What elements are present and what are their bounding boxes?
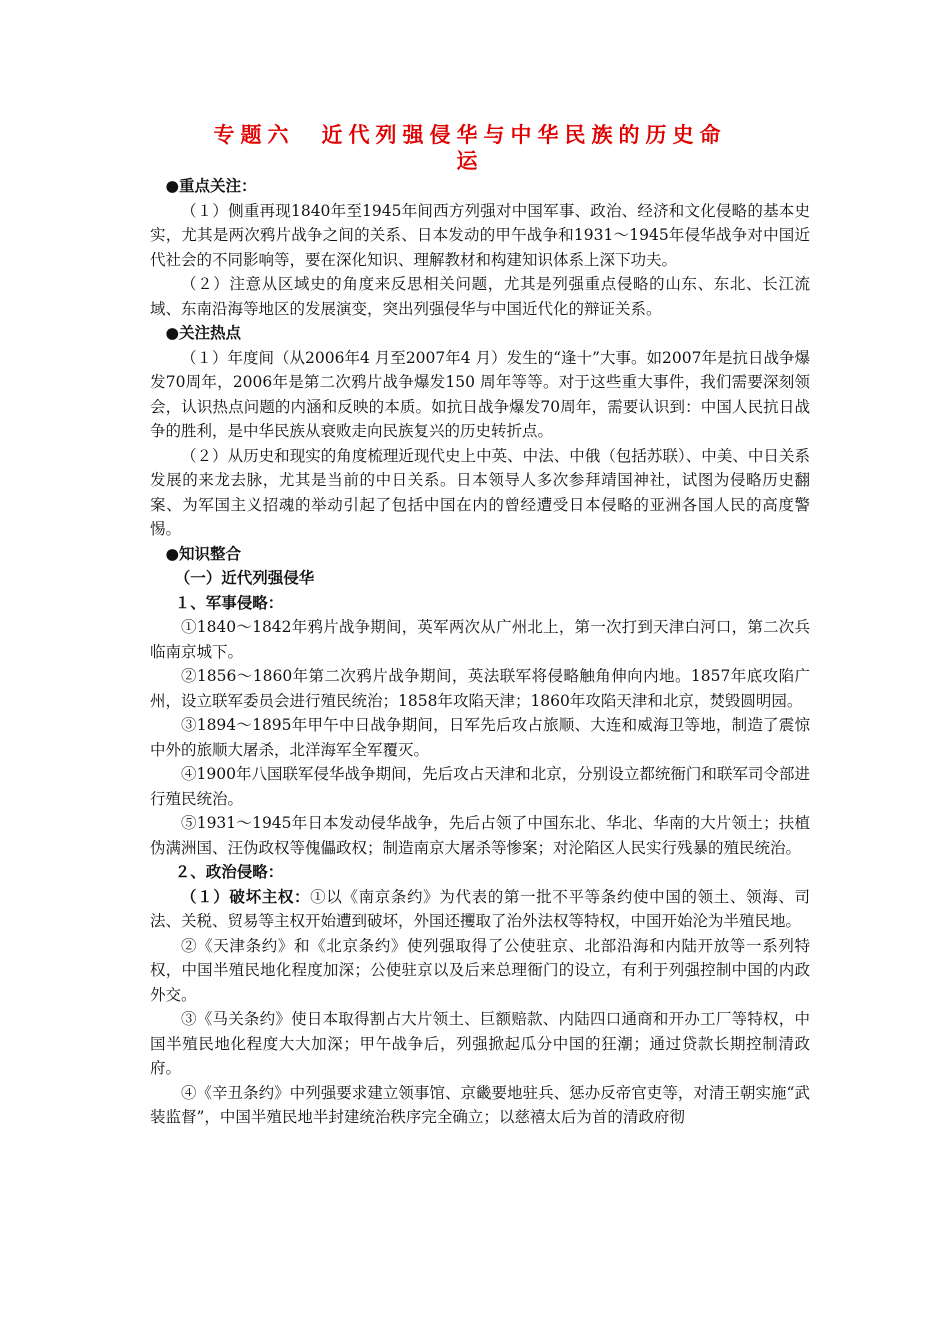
subsection-heading-military: １、军事侵略： (174, 592, 284, 612)
paragraph: ④《辛丑条约》中列强要求建立领事馆、京畿要地驻兵、惩办反帝官吏等，对清王朝实施“武装监督”，中国半殖民地半封建统治秩序完全确立；以慈禧太后为首的清政府彻 (150, 1083, 810, 1126)
document-body (150, 174, 810, 1130)
section-heading-focus: ●重点关注： (165, 176, 257, 195)
paragraph: ③《马关条约》使日本取得割占大片领土、巨额赔款、内陆四口通商和开办工厂等特权，中国半殖民地化程度大大加深；甲午战争后，列强掀起瓜分中国的狂潮；通过贷款长期控制清政府。 (150, 1010, 810, 1077)
paragraph: ②《天津条约》和《北京条约》使列强取得了公使驻京、北部沿海和内陆开放等一系列特权，中国半殖民地化程度加深；公使驻京以及后来总理衙门的设立，有利于列强控制中国的内政外交。 (150, 936, 810, 1004)
section-heading-hotspots: ●关注热点 (165, 323, 242, 342)
paragraph: ④1900年八国联军侵华战争期间，先后攻占天津和北京，分别设立都统衙门和联军司令部进行殖民统治。 (150, 765, 810, 808)
title-line-1: 专题六 近代列强侵华与中华民族的历史命 (213, 122, 727, 147)
title-line-2: 运 (456, 148, 484, 173)
paragraph: ①1840～1842年鸦片战争期间，英军两次从广州北上，第一次打到天津白河口，第二次兵临南京城下。 (150, 618, 810, 661)
paragraph: ②1856～1860年第二次鸦片战争期间，英法联军将侵略触角伸向内地。1857年底攻陷广州，设立联军委员会进行殖民统治；1858年攻陷天津；1860年攻陷天津和北京，焚毁圆明园。 (150, 667, 810, 710)
paragraph: （２）从历史和现实的角度梳理近现代史上中英、中法、中俄（包括苏联）、中美、中日关系发展的来龙去脉，尤其是当前的中日关系。日本领导人多次参拜靖国神社，试图为侵略历史翻案、为军国主义招魂的举动引起了包括中国在内的曾经遭受日本侵略的亚洲各国人民的高度警惕。 (150, 446, 810, 538)
section-heading-knowledge: ●知识整合 (165, 543, 242, 563)
document-title (150, 122, 790, 174)
paragraph: ⑤1931～1945年日本发动侵华战争，先后占领了中国东北、华北、华南的大片领土；扶植伪满洲国、汪伪政权等傀儡政权；制造南京大屠杀等惨案；对沦陷区人民实行残暴的殖民统治。 (150, 814, 810, 857)
subsection-heading: （一）近代列强侵华 (174, 568, 315, 587)
paragraph: （１）侧重再现1840年至1945年间西方列强对中国军事、政治、经济和文化侵略的基本史实，尤其是两次鸦片战争之间的关系、日本发动的甲午战争和1931～1945年侵华战争对中国近代社会的不同影响等，要在深化知识、理解教材和构建知识体系上深下功夫。 (150, 201, 810, 269)
subsection-heading-political: ２、政治侵略： (174, 862, 284, 881)
paragraph: ③1894～1895年甲午中日战争期间，日军先后攻占旅顺、大连和威海卫等地，制造了震惊中外的旅顺大屠杀，北洋海军全军覆灭。 (150, 716, 810, 759)
paragraph-text: ①以《南京条约》为代表的第一批不平等条约使中国的领土、领海、司法、关税、贸易等主权开始遭到破坏，外国还攫取了治外法权等特权，中国开始沦为半殖民地。 (150, 887, 810, 930)
paragraph-lead: （１）破坏主权： (181, 886, 311, 906)
paragraph: （２）注意从区域史的角度来反思相关问题，尤其是列强重点侵略的山东、东北、长江流域、东南沿海等地区的发展演变，突出列强侵华与中国近代化的辩证关系。 (150, 275, 810, 318)
paragraph: （１）年度间（从2006年4 月至2007年4 月）发生的“逢十”大事。如2007年是抗日战争爆发70周年，2006年是第二次鸦片战争爆发150 周年等等。对于这些重大事件，我们需要深刻领会，认识热点问题的内涵和反映的本质。如抗日战争爆发70周年，需要认识到：中国人民抗日战争的胜利，是中华民族从衰败走向民族复兴的历史转折点。 (150, 348, 810, 440)
paragraph (150, 885, 810, 934)
